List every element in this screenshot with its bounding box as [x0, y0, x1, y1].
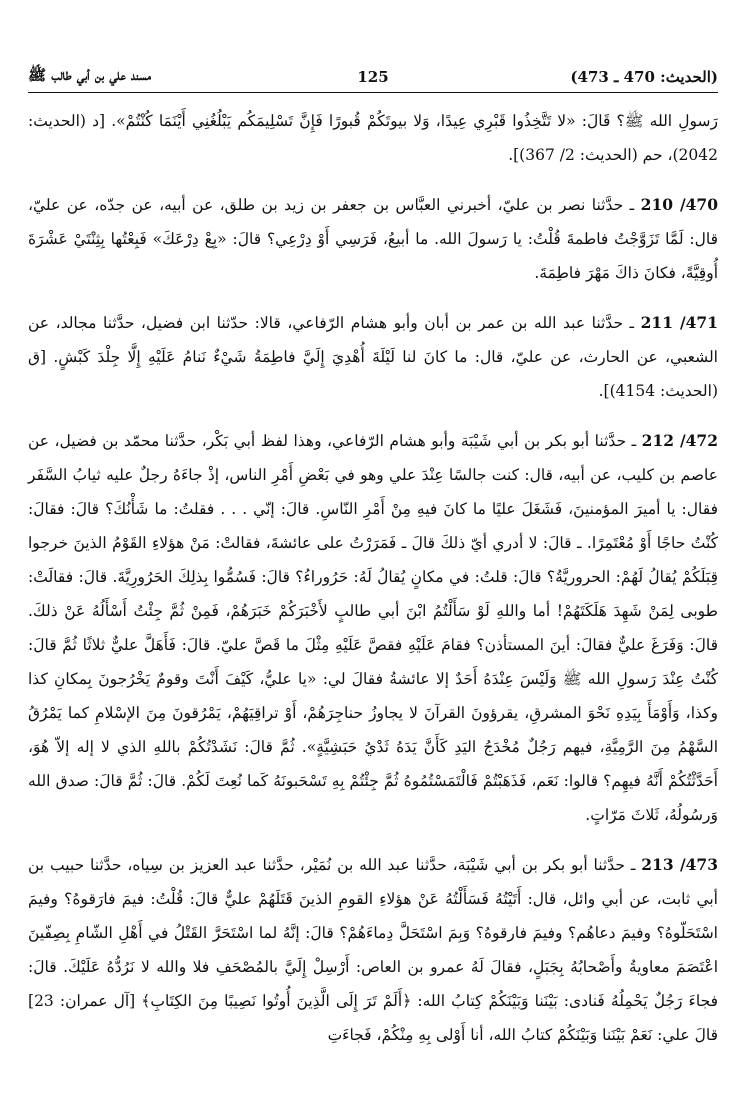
hadith-range: (الحديث: 470 ـ 473): [570, 68, 718, 86]
hadith-472: [28, 424, 718, 832]
book-page: [28, 0, 718, 1100]
page-body: [28, 104, 718, 1068]
hadith-number: 473/ 213: [641, 855, 718, 874]
page-header: [28, 62, 718, 92]
page-number: 125: [357, 68, 389, 86]
hadith-number: 472/ 212: [641, 431, 718, 450]
hadith-number: 470/ 210: [640, 195, 718, 214]
hadith-text: ـ حدَّثنا عبد الله بن عمر بن أبان وأبو هشام الرّفاعي، قالا: حدّثنا ابن فضيل، حدَّثنا مجالد، عن الشعبي، عن الحارث، عن عليّ، قال: ما كانَ لنا لَيْلَةَ أُهْدِيَ إِلَيَّ فاطِمَةُ شَيْءٌ نَنامُ عَلَيْهِ إِلَّا جِلْدَ كَبْشٍ. [ق (الحديث: 4154)].: [28, 314, 718, 400]
hadith-471: [28, 306, 718, 408]
hadith-470: [28, 188, 718, 290]
hadith-473: [28, 848, 718, 1052]
hadith-number: 471/ 211: [640, 313, 718, 332]
running-title: مسند علي بن أبي طالب ﷺ: [28, 66, 152, 84]
continued-hadith: [28, 104, 718, 172]
continued-text: رَسولِ الله ﷺ؟ قَالَ: «لا تَتَّخِذُوا قَبْرِي عِيدًا، وَلا بيوتَكُمْ قُبورًا فَإِنَّ تَسْلِيمَكُم يَبْلُغُنِي أَيْنَمَا كُنْتُمْ». [د (الحديث: 2042)، حم (الحديث: 2/ 367)].: [28, 112, 718, 164]
hadith-text: ـ حدَّثنا أبو بكر بن أبي شَيْبَة، حدَّثنا عبد الله بن نُمَيْر، حدَّثنا عبد العزيز بن سِياه، حدَّثنا حبيب بن أبي ثابت، عن أبي وائل، قال: أَتَيْتُهُ فَسَأَلْتُهُ عَنْ هؤلاءِ القومِ الذينَ قَتَلَهُمْ عليٌّ قالَ: قُلْتُ: فيمَ فارَقوهُ؟ وفيمَ اسْتَحَلّوهُ؟ وفيمَ دعاهُم؟ وفيمَ فارقوهُ؟ وَبِمَ اسْتَحَلَّ دِماءَهُمْ؟ قالَ: إنَّهُ لما اسْتَحَرَّ القَتْلُ في أَهْلِ الشّامِ بِصِفّينَ اعْتَصَمَ معاويةُ وأَصْحابُهُ بِجَبَلٍ، فقالَ لَهُ عمرو بن العاص: أَرْسِلْ إِلَيَّ بالمُصْحَفِ فلا والله لا نَرُدُّهُ عَلَيْكَ. قالَ: فجاءَ رَجُلٌ يَحْمِلُهُ فَنادى: بَيْنَنا وَبَيْنَكُمْ كِتابُ الله: ﴿أَلَمْ تَرَ إِلَى الَّذِينَ أُوتُوا نَصِيبًا مِنَ الكِتَابِ﴾ [آل عمران: 23] قالَ علي: نَعَمْ بَيْنَنا وَبَيْنَكُمْ كتابُ الله، أنا أَوْلى بِهِ مِنْكُمْ، فَجاءَتِ: [28, 856, 718, 1044]
hadith-text: ـ حدَّثنا نصر بن عليّ، أخبرني العبَّاس بن جعفر بن زيد بن طلق، عن أبيه، عن جدّه، عن عليّ، قال: لَمَّا تَزَوَّجْتُ فاطمةَ قُلْتُ: يا رَسولَ الله. ما أبيعُ، فَرَسِي أَوْ دِرْعِي؟ قالَ: «بِعْ دِرْعَكَ» فَبِعْتُها بِثِنْتَيْ عَشْرَةَ أُوقِيَّةً، فكانَ ذاكَ مَهْرَ فاطِمَةَ.: [28, 196, 718, 282]
hadith-text: ـ حدَّثنا أبو بكر بن أبي شَيْبَة وأبو هشام الرّفاعي، وهذا لفظ أبي بَكْر، حدَّثنا محمّد بن فضيل، عن عاصم بن كليب، عن أبيه، قال: كنت جالسًا عِنْدَ علي وهو في بَعْضِ أَمْرِ الناس، إذْ جاءَهُ رجلٌ عليه ثيابُ السَّفَر فقال: يا أميرَ المؤمنينَ، فَشَغَلَ عليًا ما كانَ فيهِ مِنْ أَمْرِ النّاسِ. قالَ: إنّي . . . فقلتُ: ما شَأْنُكَ؟ قالَ: فقالَ: كُنْتُ حاجًا أَوْ مُعْتَمِرًا. ـ قالَ: لا أدري أيّ ذلكَ قالَ ـ فَمَرَرْتُ على عائشةَ، فقالتْ: مَنْ هؤلاءِ القَوْمُ الذينَ خرجوا قِبَلَكُمْ يُقالُ لَهُمْ: الحروريَّةُ؟ قالَ: قلتُ: في مكانٍ يُقالُ لَهُ: حَرُوراءُ؟ قالَ: فَسُمُّوا بِذلِكَ الحَرُورِيَّةَ. قالَ: فقالَتْ: طوبى لِمَنْ شَهِدَ هَلَكَتَهُمْ! أما واللهِ لَوْ سَأَلْتُمُ ابْنَ أبي طالبٍ لأَخْبَرَكُمْ خَبَرَهُمْ، فَمِنْ ثُمَّ جِئْتُ أَسْأَلُهُ عَنْ ذلكَ. قالَ: وَفَرَغَ عليٌّ فقالَ: أينَ المستأذن؟ فقامَ عَلَيْهِ فقصَّ عَلَيْهِ مِثْلَ ما قَصَّ عليّ. قالَ: فَأَهَلَّ عليٌّ ثلاثًا ثُمَّ قالَ: كُنْتُ عِنْدَ رَسولِ الله ﷺ وَلَيْسَ عِنْدَهُ أَحَدٌ إلا عائشةُ فقالَ لي: «يا عليُّ، كَيْفَ أَنْتَ وقومٌ يَخْرُجونَ بِمكانِ كذا وكذا، وَأَوْمَأَ بِيَدِهِ نَحْوَ المشرقِ، يقرؤونَ القرآنَ لا يجاوزُ حناجِرَهُمْ، أَوْ تراقِيَهُمْ، يَمْرُقونَ مِنَ الإسْلامِ كما يَمْرُقُ السَّهْمُ مِنَ الرَّمِيَّةِ، فيهم رَجُلٌ مُخْدَجُ اليَدِ كَأَنَّ يَدَهُ ثَدْيُ حَبَشِيَّةٍ». ثُمَّ قالَ: نَشَدْتُكُمْ باللهِ الذي لا إله إلاّ هُوَ، أَحَدَّثْتُكُمْ أَنَّهُ فيهِم؟ قالوا: نَعَم، فَذَهَبْتُمْ فَالْتَمَسْتُمُوهُ ثُمَّ جِئْتُمْ بِهِ تَسْحَبونَهُ كَما نُعِتَ لَكُمْ. قالَ: ثُمَّ قالَ: صدق الله وَرسُولُهُ، ثَلاثَ مَرّاتٍ.: [28, 432, 718, 824]
header-rule: [28, 92, 718, 93]
